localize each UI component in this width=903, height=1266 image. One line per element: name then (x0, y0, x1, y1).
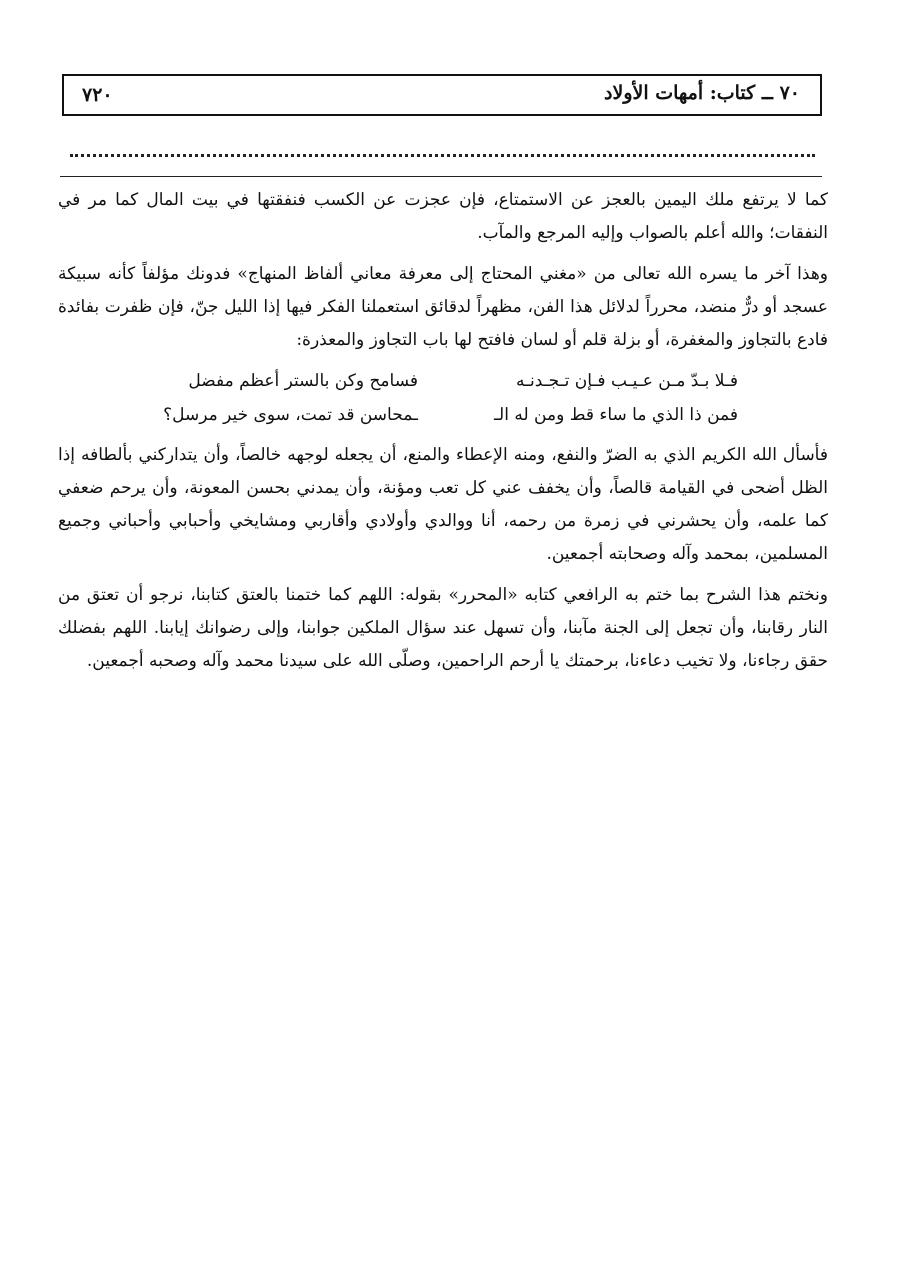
chapter-title: ٧٠ ــ كتاب: أمهات الأولاد (604, 82, 800, 104)
horizontal-rule (60, 176, 822, 177)
paragraph: فأسأل الله الكريم الذي به الضرّ والنفع، ومنه الإعطاء والمنع، أن يجعله لوجهه خالصاً، وأن يتداركني بألطافه إذا الظل أضحى في القيامة قالصاً، وأن يخفف عني كل تعب ومؤنة، وأن يمدني بحسن المعونة، وأن يرحم ضعفي كما علمه، وأن يحشرني في زمرة من رحمه، أنا ووالدي وأولادي وأقاربي ومشايخي وأحبابي وأحباني وجميع المسلمين، بمحمد وآله وصحابته أجمعين. (58, 445, 829, 564)
verse-second-hemistich: فسامح وكن بالستر أعظم مفضل (188, 371, 418, 391)
paragraph: كما لا يرتفع ملك اليمين بالعجز عن الاستمتاع، فإن عجزت عن الكسب فنفقتها في بيت المال كما مر في النفقات؛ والله أعلم بالصواب وإليه المرجع والمآب. (58, 190, 828, 243)
verse-first-hemistich: فـلا بـدّ مـن عـيـب فـإن تـجـدنـه (515, 371, 738, 391)
dotted-separator (70, 154, 815, 157)
page-number: ٧٢٠ (82, 84, 113, 106)
verse-first-hemistich: فمن ذا الذي ما ساء قط ومن له الـ (494, 405, 738, 425)
poem-verses (58, 365, 828, 437)
paragraph: وهذا آخر ما يسره الله تعالى من «مغني المحتاج إلى معرفة معاني ألفاظ المنهاج» فدونك مؤلفاً كأنه سبيكة عسجد أو درٌّ منضد، محرراً لدلائل هذا الفن، مظهراً لدقائق استعملنا الفكر فيها إذا الليل جنّ، فإن ظفرت بفائدة فادع بالتجاوز والمغفرة، أو بزلة قلم أو لسان فافتح لها باب التجاوز والمعذرة: (58, 264, 828, 350)
page-body (58, 184, 828, 686)
verse-second-hemistich: ـمحاسن قد تمت، سوى خير مرسل؟ (163, 405, 418, 425)
running-header (62, 74, 822, 116)
verse-line (58, 399, 828, 433)
paragraph: ونختم هذا الشرح بما ختم به الرافعي كتابه «المحرر» بقوله: اللهم كما ختمنا بالعتق كتابنا، نرجو أن تعتق من النار رقابنا، وأن تجعل إلى الجنة مآبنا، وأن تسهل عند سؤال الملكين جوابنا، وإلى رضوانك إيابنا. اللهم بفضلك حقق رجاءنا، ولا تخيب دعاءنا، برحمتك يا أرحم الراحمين، وصلّى الله على سيدنا محمد وآله وصحبه أجمعين. (58, 585, 828, 671)
verse-line (58, 365, 828, 399)
